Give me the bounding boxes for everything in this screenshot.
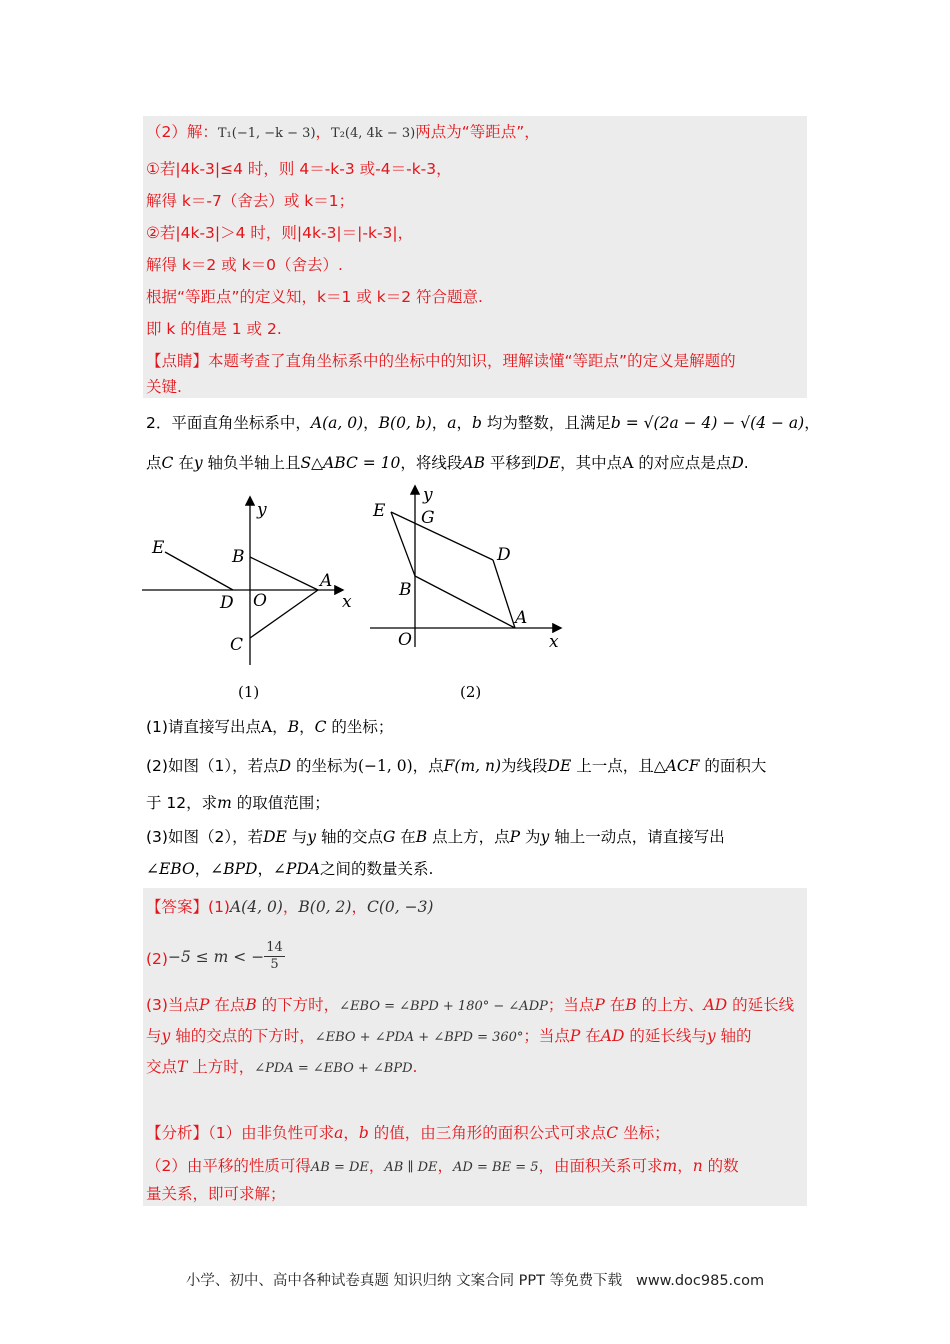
fig1-segment-ed: [165, 552, 233, 590]
fig2-label-b: B: [399, 580, 412, 600]
fig1-label-b: B: [232, 547, 245, 567]
analysis-line-1: 【分析】（1）由非负性可求a，b 的值，由三角形的面积公式可求点C 坐标；: [146, 1124, 670, 1142]
subquestion-2-line-1: (2)如图（1），若点D 的坐标为(−1, 0)，点F(m, n)为线段DE 上一点，且△ACF 的面积大: [146, 757, 767, 775]
solution-line-5: 解得 k＝2 或 k＝0（舍去）.: [146, 256, 343, 274]
answer-line-3: (3)当点P 在点B 的下方时，∠EBO = ∠BPD + 180° − ∠ADP；当点P 在B 的上方、AD 的延长线: [146, 996, 795, 1014]
figure-2-caption: (2): [460, 683, 482, 701]
answer-line-1: 【答案】(1)A(4, 0)，B(0, 2)，C(0, −3): [146, 898, 434, 916]
fig1-label-e: E: [152, 538, 165, 558]
t1-point: T₁(−1, −k − 3): [217, 126, 316, 141]
analysis-line-3: 量关系，即可求解；: [146, 1185, 286, 1203]
answer-fraction: $\frac{14}{5}$: [266, 940, 283, 972]
figure-2: [365, 482, 565, 652]
solution-line-6: 根据“等距点”的定义知，k＝1 或 k＝2 符合题意.: [146, 288, 483, 306]
fig1-segment-ab: [250, 557, 318, 590]
comment-tag: 【点睛】: [146, 352, 209, 370]
figure-1: [140, 490, 370, 670]
fig2-label-g: G: [421, 508, 435, 528]
subquestion-3-line-2: ∠EBO，∠BPD，∠PDA之间的数量关系.: [146, 860, 434, 878]
question-2-line-2: 点C 在y 轴负半轴上且S△ABC = 10，将线段AB 平移到DE，其中点A 的对应点是点D.: [146, 454, 749, 472]
fig1-label-o: O: [253, 591, 267, 611]
comment-line-1: 【点睛】本题考查了直角坐标系中的坐标中的知识，理解读懂“等距点”的定义是解题的: [146, 352, 736, 370]
page-footer: [0, 1269, 950, 1290]
point-a-def: A(a, 0): [310, 414, 364, 432]
area-condition: S△ABC = 10: [300, 454, 401, 472]
fig1-label-c: C: [230, 635, 244, 655]
subquestion-3-line-1: (3)如图（2），若DE 与y 轴的交点G 在B 点上方，点P 为y 轴上一动点，请直接写出: [146, 828, 725, 846]
fig1-label-d: D: [220, 593, 234, 613]
solution-line-4: ②若|4k-3|＞4 时，则|4k-3|＝|-k-3|，: [146, 224, 414, 242]
answer-tag: 【答案】: [146, 898, 209, 916]
fig2-label-e: E: [373, 501, 386, 521]
fig2-label-y: y: [423, 485, 433, 505]
fig2-label-a: A: [515, 608, 528, 628]
fig2-label-o: O: [398, 630, 412, 650]
footer-text: 小学、初中、高中各种试卷真题 知识归纳 文案合同 PPT 等免费下载: [185, 1273, 623, 1289]
fig2-label-d: D: [497, 545, 511, 565]
subquestion-1: (1)请直接写出点A，B，C 的坐标；: [146, 718, 394, 736]
fig1-label-y: y: [257, 500, 267, 520]
comment-line-2: 关键.: [146, 378, 182, 396]
solution-line-1: （2）解：T₁(−1, −k − 3)，T₂(4, 4k − 3)两点为“等距点”，: [146, 123, 540, 141]
fig2-segment-ba: [415, 576, 515, 628]
answer-line-5: 交点T 上方时，∠PDA = ∠EBO + ∠BPD.: [146, 1058, 418, 1076]
condition-equation: b = √(2a − 4) − √(4 − a): [610, 414, 805, 432]
t2-point: T₂(4, 4k − 3): [331, 126, 416, 141]
footer-link[interactable]: www.doc985.com: [635, 1273, 765, 1289]
fig1-label-x: x: [342, 592, 352, 612]
question-2-line-1: 2．平面直角坐标系中，A(a, 0)，B(0, b)，a，b 均为整数，且满足b = √(2a − 4) − √(4 − a)，: [146, 414, 820, 432]
solution-line-2: ①若|4k-3|≤4 时，则 4＝-k-3 或-4＝-k-3，: [146, 160, 452, 178]
fig2-label-x: x: [549, 632, 559, 652]
analysis-line-2: （2）由平移的性质可得AB = DE，AB ∥ DE，AD = BE = 5，由面积关系可求m，n 的数: [146, 1157, 739, 1175]
analysis-tag: 【分析】: [146, 1124, 209, 1142]
answer-line-2: (2)−5 ≤ m < − $\frac{14}{5}$: [146, 940, 283, 972]
solution-line-7: 即 k 的值是 1 或 2.: [146, 320, 282, 338]
point-b-def: B(0, b): [378, 414, 432, 432]
subquestion-2-line-2: 于 12，求m 的取值范围；: [146, 794, 330, 812]
fig1-label-a: A: [320, 571, 333, 591]
solution-line-3: 解得 k＝-7（舍去）或 k＝1；: [146, 192, 355, 210]
answer-line-4: 与y 轴的交点的下方时，∠EBO + ∠PDA + ∠BPD = 360°；当点P 在AD 的延长线与y 轴的: [146, 1027, 752, 1045]
figure-1-caption: (1): [238, 683, 260, 701]
